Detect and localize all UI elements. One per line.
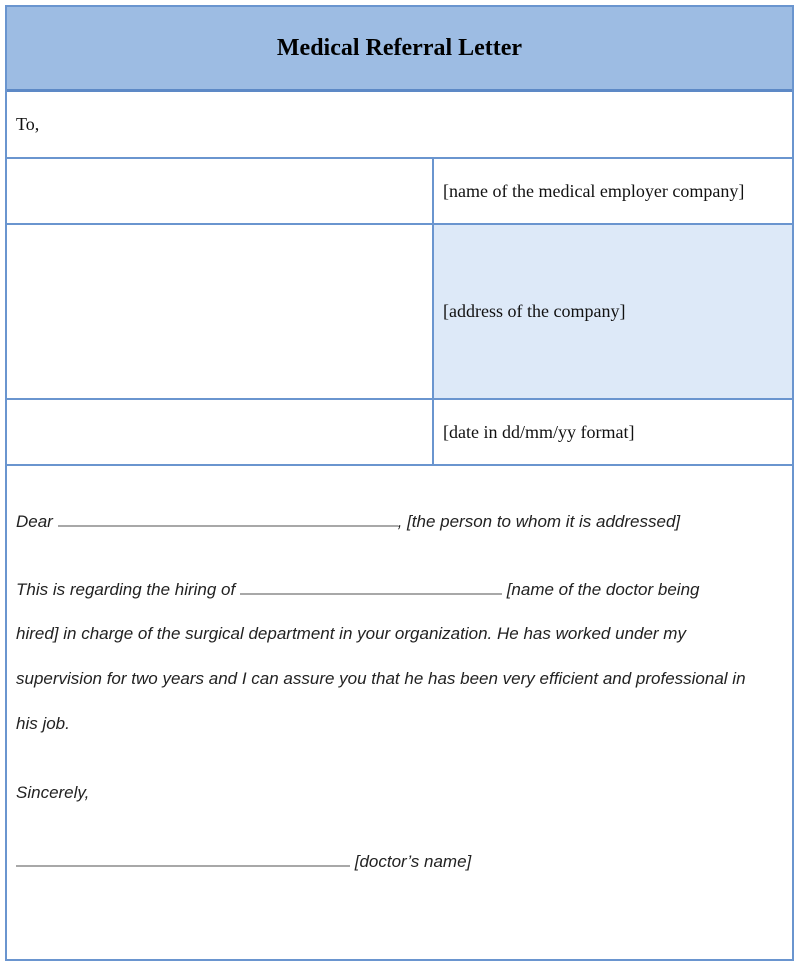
blank-cell — [7, 159, 434, 223]
letter-template — [5, 5, 794, 961]
blank-cell — [7, 400, 434, 464]
letter-body — [7, 466, 792, 959]
salutation-line — [16, 511, 680, 532]
paragraph-text: This is regarding the hiring of — [16, 580, 236, 599]
company-address-row — [7, 225, 792, 400]
header — [7, 7, 792, 92]
salutation-suffix: , [the person to whom it is addressed] — [397, 512, 681, 531]
signature-suffix: [doctor’s name] — [350, 852, 472, 871]
company-address-field[interactable]: [address of the company] — [434, 225, 792, 398]
company-name-row — [7, 159, 792, 225]
closing: Sincerely, — [16, 783, 90, 802]
paragraph-line-3: supervision for two years and I can assure you that he has been very efficient and professional in — [16, 669, 746, 688]
blank-cell — [7, 225, 434, 398]
page-title: Medical Referral Letter — [276, 34, 523, 61]
paragraph-line-4: his job. — [16, 714, 70, 733]
signature-blank[interactable] — [16, 851, 350, 867]
to-row — [7, 92, 792, 159]
company-name-field[interactable]: [name of the medical employer company] — [443, 180, 745, 201]
paragraph-text: [name of the doctor being — [501, 580, 700, 599]
paragraph-line-1 — [16, 579, 700, 600]
paragraph-line-2: hired] in charge of the surgical department in your organization. He has worked under my — [16, 624, 686, 643]
date-row — [7, 400, 792, 466]
recipient-blank[interactable] — [58, 511, 398, 527]
doctor-blank[interactable] — [240, 579, 502, 595]
date-field[interactable]: [date in dd/mm/yy format] — [443, 421, 635, 442]
signature-line — [16, 851, 471, 872]
salutation-prefix: Dear — [16, 512, 53, 531]
to-label: To, — [16, 114, 40, 134]
